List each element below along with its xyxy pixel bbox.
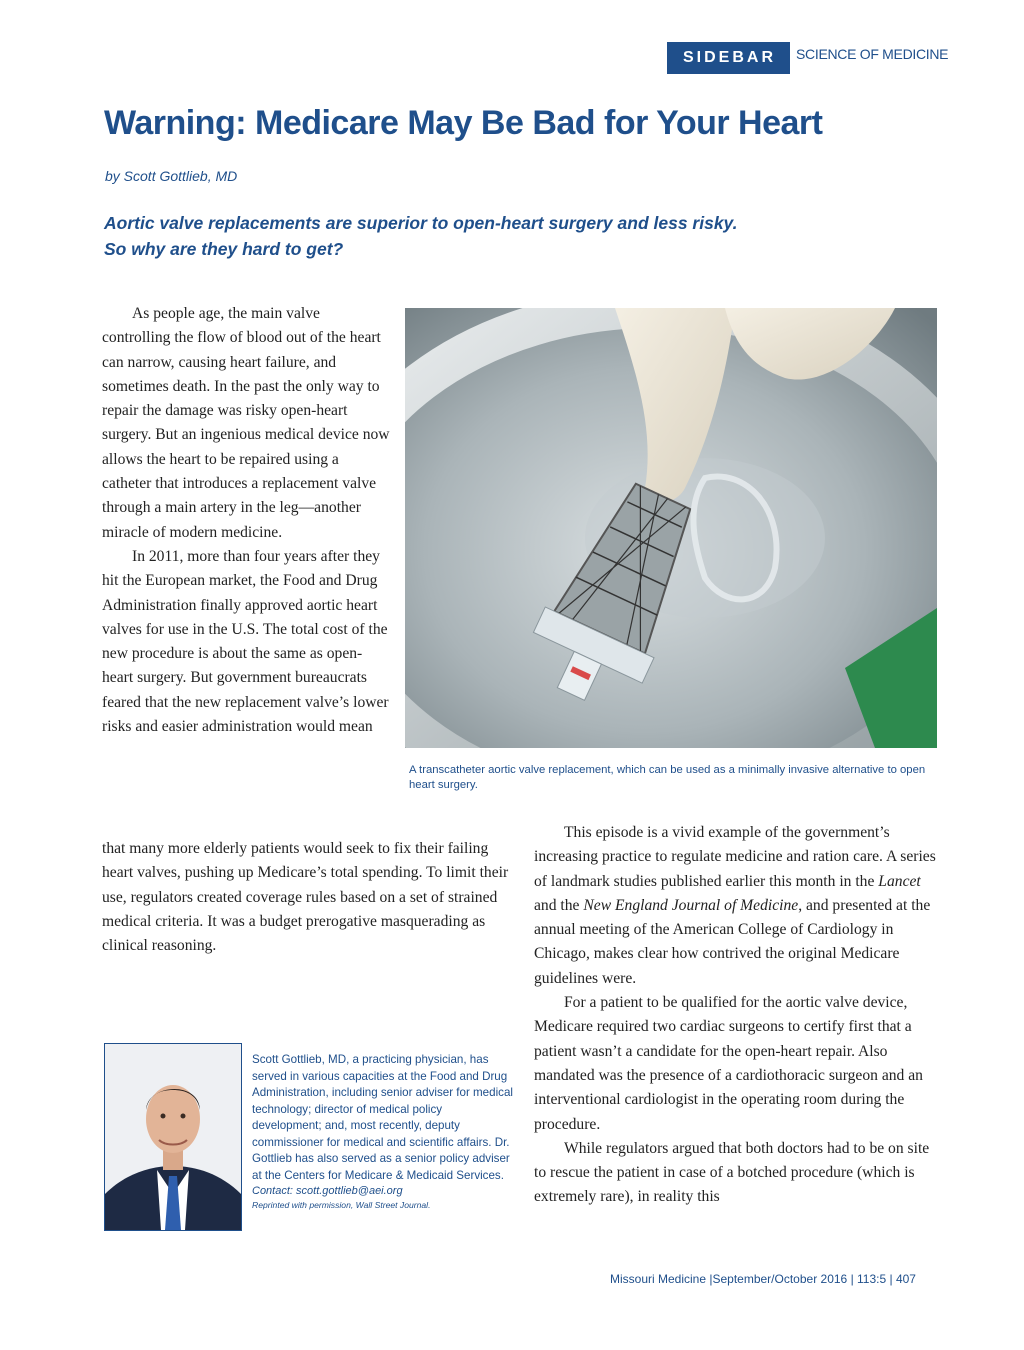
author-photo: [104, 1043, 242, 1231]
body-paragraph: As people age, the main valve controlling the flow of blood out of the heart can narrow, causing heart failure, and sometimes death. In the past the only way to repair the damage was risky open-heart surgery. But an ingenious medical device now allows the heart to be repaired using a catheter that introduces a replacement valve through a main artery in the leg—another miracle of modern medicine.: [102, 305, 390, 541]
body-paragraph: [534, 821, 942, 991]
bio-text: Scott Gottlieb, MD, a practicing physician, has served in various capacities at the Food and Drug Administration, including senior adviser for medical technology; director of medical policy development; and, most recently, deputy commissioner for medical and scientific affairs. Dr. Gottlieb has also served as a senior policy adviser at the Centers for Medicare & Medicaid Services.: [252, 1053, 513, 1182]
journal-lancet: Lancet: [878, 872, 921, 890]
body-paragraph: While regulators argued that both doctors had to be on site to rescue the patient in case of a botched procedure (which is extremely rare), in reality this: [534, 1139, 930, 1206]
author-bio: [252, 1052, 514, 1211]
body-text: , and presented at the annual meeting of the American College of Cardiology in Chicago, makes clear how contrived the original Medicare guidelines were.: [534, 896, 931, 987]
body-column-left: [102, 302, 392, 739]
body-column-wide: [102, 837, 522, 958]
byline: by Scott Gottlieb, MD: [105, 168, 238, 184]
figure-caption: A transcatheter aortic valve replacement, which can be used as a minimally invasive alternative to open heart surgery.: [409, 764, 926, 791]
author-contact: Contact: scott.gottlieb@aei.org: [252, 1185, 403, 1197]
article-title: Warning: Medicare May Be Bad for Your Heart: [104, 104, 823, 142]
sidebar-badge: SIDEBAR: [667, 42, 790, 74]
body-text: This episode is a vivid example of the government’s increasing practice to regulate medicine and ration care. A series of landmark studies published earlier this month in the: [534, 824, 936, 890]
deck-line-2: So why are they hard to get?: [104, 239, 344, 259]
body-text: and the: [534, 896, 584, 914]
journal-nejm: New England Journal of Medicine: [583, 896, 799, 914]
body-paragraph: In 2011, more than four years after they hit the European market, the Food and Drug Administration finally approved aortic heart valves for use in the U.S. The total cost of the new procedure is about the same as open-heart surgery. But government bureaucrats feared that the new replacement valve’s lower risks and easier administration would mean: [102, 547, 389, 736]
section-header: [667, 42, 948, 74]
valve-photo: [405, 308, 937, 748]
deck-line-1: Aortic valve replacements are superior to open-heart surgery and less risky.: [104, 213, 738, 233]
page-footer: Missouri Medicine |September/October 2016 | 113:5 | 407: [610, 1272, 916, 1286]
section-label: SCIENCE OF MEDICINE: [796, 46, 949, 62]
body-paragraph: For a patient to be qualified for the aortic valve device, Medicare required two cardiac surgeons to certify first that a patient wasn’t a candidate for the open-heart repair. Also mandated was the presence of a cardiothoracic surgeon and an interventional cardiologist in the operating room during the procedure.: [534, 994, 923, 1133]
reprint-note: Reprinted with permission, Wall Street Journal.: [252, 1200, 431, 1210]
body-column-right: [534, 821, 942, 1210]
article-deck: [104, 210, 864, 262]
body-paragraph: that many more elderly patients would seek to fix their failing heart valves, pushing up Medicare’s total spending. To limit their use, regulators created coverage rules based on a set of strained medical criteria. It was a budget prerogative masquerading as clinical reasoning.: [102, 840, 509, 955]
